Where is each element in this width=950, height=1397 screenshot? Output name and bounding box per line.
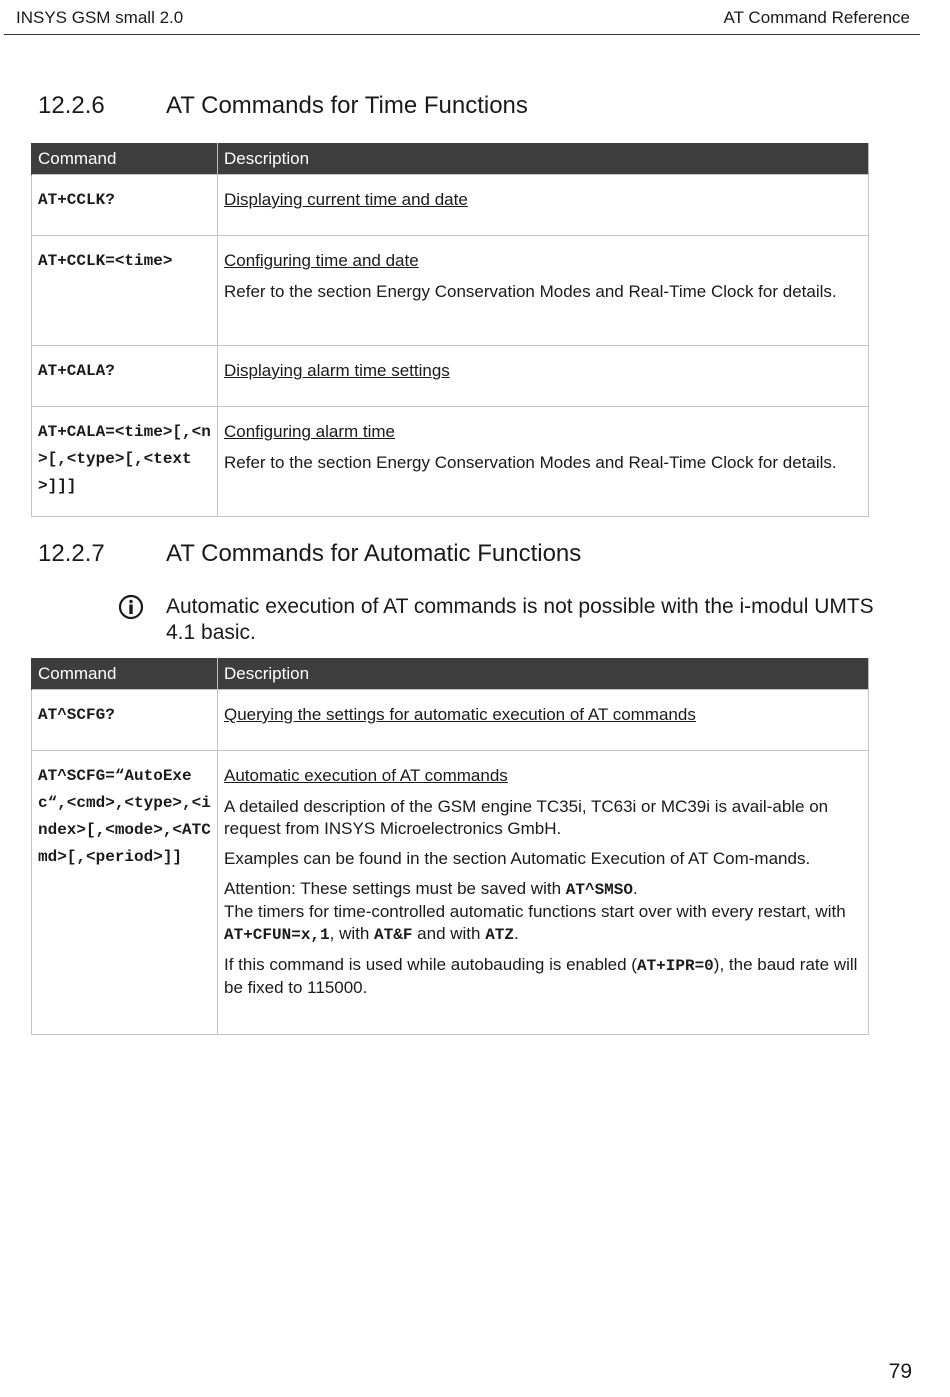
timers-part3: and with [412, 924, 486, 943]
section-title: AT Commands for Automatic Functions [166, 540, 582, 567]
description-cell [218, 690, 869, 751]
table-row [32, 751, 869, 1035]
description-link[interactable]: Displaying alarm time settings [224, 361, 450, 380]
description-link[interactable]: Configuring alarm time [224, 422, 396, 441]
description-text: Refer to the section Energy Conservation Modes and Real-Time Clock for details. [224, 453, 837, 472]
section-number: 12.2.6 [38, 92, 105, 119]
description-link[interactable]: Displaying current time and date [224, 190, 468, 209]
description-text: Examples can be found in the section Automatic Execution of AT Com-mands. [224, 849, 811, 868]
description-cell [218, 407, 869, 517]
attention-text [224, 878, 862, 901]
description-link[interactable]: Automatic execution of AT commands [224, 766, 508, 785]
code-smso: AT^SMSO [565, 881, 633, 899]
description-cell [218, 346, 869, 407]
command-cell: AT+CALA=<time>[,<n>[,<type>[,<text>]]] [32, 407, 218, 517]
autobaud-part2: ), the baud rate will be fixed to 115000. [224, 955, 858, 997]
section-heading-time [38, 92, 528, 120]
command-cell: AT+CALA? [32, 346, 218, 407]
timers-part1: The timers for time-controlled automatic functions start over with every restart, with [224, 902, 846, 921]
timers-part4: . [514, 924, 519, 943]
autobaud-text [224, 954, 862, 999]
header-product: INSYS GSM small 2.0 [16, 8, 184, 27]
time-commands-table [31, 143, 869, 517]
description-text: A detailed description of the GSM engine TC35i, TC63i or MC39i is avail-able on request from INSYS Microelectronics GmbH. [224, 797, 829, 838]
description-cell [218, 751, 869, 1035]
description-text: Refer to the section Energy Conservation Modes and Real-Time Clock for details. [224, 282, 837, 301]
command-cell: AT^SCFG? [32, 690, 218, 751]
attention-suffix: . [632, 879, 638, 898]
table-row [32, 690, 869, 751]
column-header-description: Description [218, 143, 869, 175]
column-header-description: Description [218, 658, 869, 690]
command-cell: AT^SCFG=“AutoExec“,<cmd>,<type>,<index>[,<mode>,<ATCmd>[,<period>]] [32, 751, 218, 1035]
timers-part2: , with [329, 924, 375, 943]
description-cell [218, 175, 869, 236]
code-ipr: AT+IPR=0 [636, 957, 714, 975]
automatic-commands-table [31, 658, 869, 1035]
section-heading-automatic [38, 540, 581, 568]
code-atz: ATZ [485, 926, 515, 944]
code-atf: AT&F [374, 926, 413, 944]
table-row [32, 407, 869, 517]
command-cell: AT+CCLK=<time> [32, 236, 218, 346]
table-row [32, 346, 869, 407]
section-number: 12.2.7 [38, 540, 105, 567]
page-number: 79 [888, 1360, 912, 1383]
autobaud-part1: If this command is used while autobauding is enabled ( [224, 955, 637, 974]
command-cell: AT+CCLK? [32, 175, 218, 236]
header-chapter: AT Command Reference [723, 8, 910, 27]
table-header-row [32, 658, 869, 690]
table-row [32, 236, 869, 346]
timers-text [224, 901, 862, 946]
column-header-command: Command [32, 143, 218, 175]
section-title: AT Commands for Time Functions [166, 92, 528, 119]
description-link[interactable]: Querying the settings for automatic execution of AT commands [224, 705, 696, 724]
info-icon [118, 594, 144, 620]
page-header [4, 0, 920, 35]
table-row [32, 175, 869, 236]
column-header-command: Command [32, 658, 218, 690]
code-cfun: AT+CFUN=x,1 [224, 926, 330, 944]
description-cell [218, 236, 869, 346]
note-text: Automatic execution of AT commands is not possible with the i-modul UMTS 4.1 basic. [166, 595, 874, 644]
description-link[interactable]: Configuring time and date [224, 251, 419, 270]
table-header-row [32, 143, 869, 175]
attention-prefix: Attention: These settings must be saved with [224, 879, 566, 898]
